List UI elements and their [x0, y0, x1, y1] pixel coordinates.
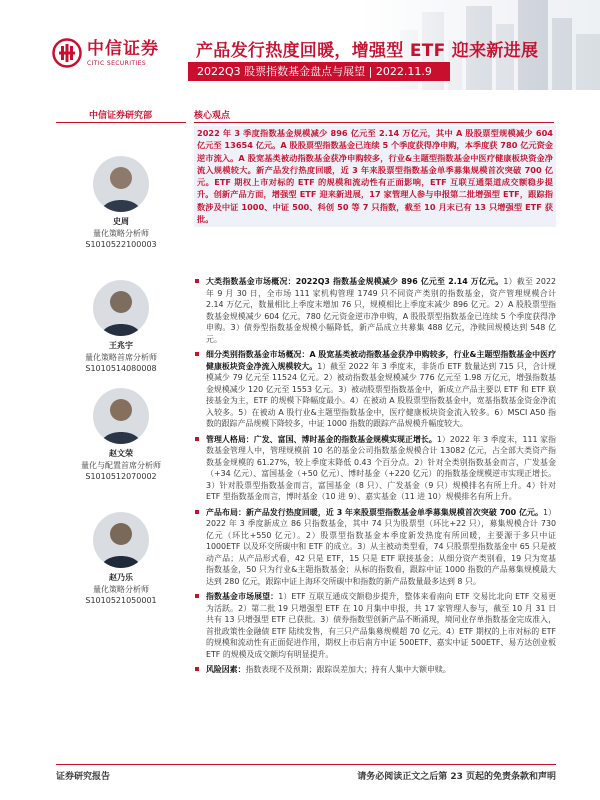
person-icon — [93, 512, 149, 568]
report-title: 产品发行热度回暖，增强型 ETF 迎来新进展 — [196, 41, 539, 61]
footer-disclaimer: 请务必阅读正文之后第 23 页起的免责条款和声明 — [357, 772, 556, 782]
analyst-card — [56, 156, 186, 251]
analyst-license-id: S1010512070002 — [85, 472, 157, 481]
key-points-summary: 2022 年 3 季度指数基金规模减少 896 亿元至 2.14 万亿元，其中 A 股股票型规模减少 604 亿元至 13654 亿元。A 股股票型指数基金已连续 5 个季度获得净申购，本季度获 780 亿元资金逆市流入。A 股宽基类被动指数基金获净申购较多，行业&主题型指数基金中医疗健康板块资金净流入规模较大。新产品发行热度回暖，近 3 年来股票型指数基金单季募集规模首次突破 700 亿元。ETF 期权上市对标的 ETF 的规模和流动性有正面影响，ETF 互联互通渠道成交额稳步提升。创新产品方面，增强型 ETF 迎来新进展，17 家管理人参与申报第二批增强型 ETF，跟踪指数涉及中证 1000、中证 500、科创 50 等 7 只指数，截至 10 月末已有 13 只增强型 ETF 获批。 — [194, 126, 556, 227]
analyst-name: 赵乃乐 — [109, 573, 133, 582]
analyst-name: 赵文荣 — [109, 449, 133, 458]
person-icon — [93, 156, 149, 212]
avatar — [93, 280, 149, 336]
bullet-body: 指数表现不及预期；跟踪误差加大；持有人集中大额申赎。 — [245, 665, 451, 674]
list-item — [194, 507, 556, 588]
research-dept-heading: 中信证券研究部 — [89, 111, 153, 121]
list-item — [194, 591, 556, 660]
list-item — [194, 434, 556, 503]
analyst-title: 量化策略分析师 — [93, 229, 149, 238]
avatar — [93, 388, 149, 444]
bullet-list — [194, 276, 556, 680]
divider — [56, 122, 186, 123]
avatar — [93, 156, 149, 212]
report-subtitle: 2022Q3 股票指数基金盘点与展望 | 2022.11.9 — [188, 62, 450, 81]
list-item — [194, 664, 556, 676]
footer-report-type: 证券研究报告 — [56, 772, 111, 782]
list-item — [194, 349, 556, 430]
bullet-body: 1）2022 年 3 季度末，111 家指数基金管理人中，管理规模前 10 名的基金公司指数基金规模合计 13082 亿元，占全部大类资产指数基金规模的 61.27%，较上季度末降低 0.43 个百分点。2）针对全类别指数基金而言，广发基金（+34 亿元）、富国基金（+50 亿元）、博时基金（+220 亿元）的指数基金规模逆市实现正增长。3）针对股票型指数基金而言，富国基金（8 只）、广发基金（9 只）规模排名有所上升。4）针对 ETF 型指数基金而言，博时基金（10 进 9）、嘉实基金（11 进 10）规模排名有所上升。 — [206, 434, 556, 501]
bullet-body: 1）ETF 互联互通成交额稳步提升，整体来看南向 ETF 交易比北向 ETF 交易更为活跃。2）第二批 19 只增强型 ETF 在 10 月集中申报，共 17 家管理人参与，截至 10 月 31 日共有 13 只增强型 ETF 已获批。3）债券指数型创新产品不断涌现，境同业存单指数基金完成准入，首批政策性金融债 ETF 陆续发售，有三只产品集募规模超 70 亿元。4）ETF 期权的上市对标的 ETF 的规模和流动性有正面促进作用，期权上市后南方中证 500ETF、嘉实中证 500ETF、易方达创业板 ETF 的规模及成交额均有明显提升。 — [206, 592, 556, 659]
analyst-title: 量化策略首席分析师 — [85, 353, 157, 362]
bullet-heading: 指数基金市场展望： — [206, 592, 279, 601]
analyst-name: 史周 — [113, 217, 129, 226]
avatar — [93, 512, 149, 568]
bullet-heading: 风险因素： — [206, 665, 246, 674]
footer-divider — [56, 764, 556, 765]
bullet-heading: 管理人格局：广发、富国、博时基金的指数基金规模实现正增长。 — [206, 434, 437, 444]
divider — [194, 122, 554, 123]
bullet-body: 1）截至 2022 年 9 月 30 日，全市场 111 家机构管理 1749 只不同资产类别的指数基金，资产管理规模合计 2.14 万亿元，数量相比上季度末增加 76 只，规模相比上季度末减少 896 亿元。2）A 股股票型指数基金规模减少 604 亿元，780 亿元资金逆市净申购，A 股股票型指数基金已连续 5 个季度获得净申购。3）债券型指数基金规模小幅降低，新产品成立共募集 488 亿元，净赎回规模达到 548 亿元。 — [206, 277, 556, 344]
analyst-name: 王兆宇 — [109, 341, 133, 350]
bullet-heading: 大类指数基金市场概况：2022Q3 指数基金规模减少 896 亿元至 2.14 万亿元。 — [206, 277, 504, 286]
list-item — [194, 276, 556, 345]
report-header — [0, 0, 600, 90]
bullet-body: 1）截至 2022 年 3 季度末，非货币 ETF 数量达到 715 只，合计规模减少 79 亿元至 11524 亿元。2）被动指数基金规模减少 776 亿元至 1.98 万亿元，增强指数基金规模减少 120 亿元至 1553 亿元。3）被动股票型指数基金中，新成立产品主要以 ETF 和 ETF 联接基金为主，ETF 的规模下降幅度最小。4）在被动 A 股股票型指数基金中，宽基指数基金资金净流入较多。5）在被动 A 股行业&主题型指数基金中，医疗健康板块资金流入较多。6）MSCI A50 指数的跟踪产品规模下降较多，中证 1000 指数的跟踪产品规模升幅度较大。 — [206, 361, 557, 428]
bullet-body: 1）2022 年 3 季度新成立 86 只指数基金，其中 74 只为股票型（环比+22 只），募集规模合计 730 亿元（环比+550 亿元）。2）股票型指数基金本季度新发热度有所回暖，主要源于多只中证 1000ETF 以及环交所碳中和 ETF 的成立。3）从主被动类型看，74 只股票型指数基金中 65 只是被动产品；从产品形式看，42 只是 ETF，15 只是 ETF 联接基金；从细分资产类别看，19 只为宽基指数基金，50 只为行业&主题指数基金；从标的指数看，跟踪中证 1000 指数的产品募集规模最大达到 280 亿元，跟踪中证上海环交所碳中和指数的新产品数量最多达到 8 只。 — [206, 507, 556, 586]
person-icon — [93, 388, 149, 444]
logo-chinese-name: 中信证券 — [87, 38, 159, 59]
analyst-card — [56, 388, 186, 483]
person-icon — [93, 280, 149, 336]
analyst-title: 量化与配置首席分析师 — [81, 461, 161, 470]
bullet-heading: 产品布局：新产品发行热度回暖，近 3 年来股票型指数基金单季募集规模首次突破 700 亿元。 — [206, 507, 543, 517]
core-views-heading: 核心观点 — [194, 111, 231, 121]
analyst-card — [56, 280, 186, 375]
citic-logo-icon — [52, 38, 82, 68]
citic-securities-logo — [52, 38, 159, 68]
analyst-license-id: S1010514080008 — [85, 364, 157, 373]
analyst-license-id: S1010521050001 — [85, 596, 157, 605]
bullet-heading: 细分类别指数基金市场概况：A 股宽基类被动指数基金获净申购较多，行业&主题型指数基金中医疗健康板块资金净流入规模较大。 — [206, 350, 556, 371]
analyst-license-id: S1010522100003 — [85, 240, 157, 249]
analyst-card — [56, 512, 186, 607]
logo-english-name: CITIC SECURITIES — [87, 59, 147, 67]
analyst-title: 量化策略分析师 — [93, 585, 149, 594]
